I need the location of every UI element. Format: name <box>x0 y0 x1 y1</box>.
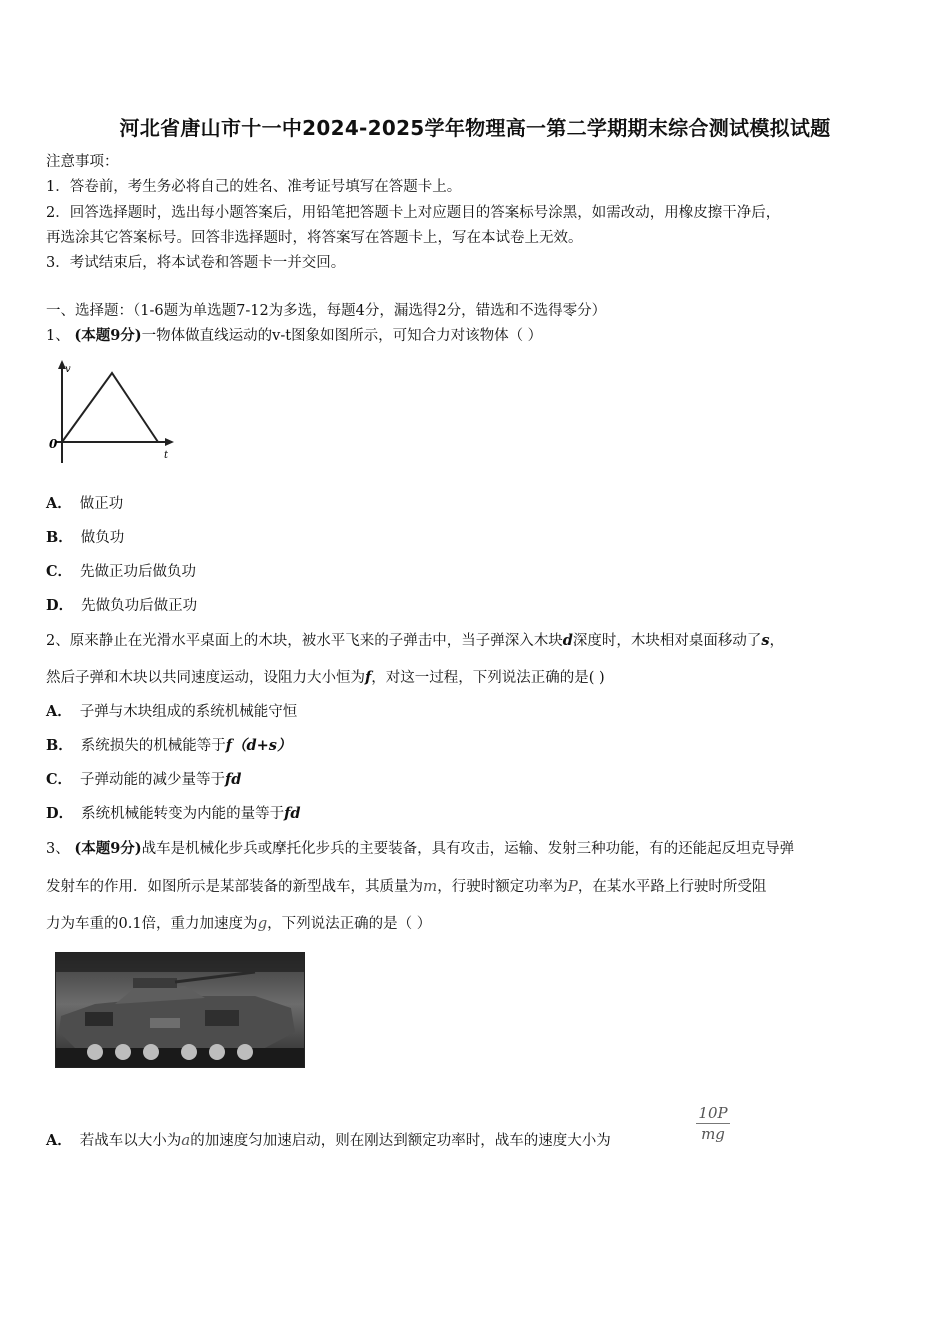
fraction-numerator: 10P <box>696 1104 730 1124</box>
q3-option-a: A． 若战车以大小为a的加速度匀加速启动，则在刚达到额定功率时，战车的速度大小为 <box>46 1131 611 1149</box>
vt-graph <box>46 358 186 468</box>
page-title: 河北省唐山市十一中2024-2025学年物理高一第二学期期末综合测试模拟试题 <box>119 116 831 140</box>
q2-option-d: D． 系统机械能转变为内能的量等于fd <box>46 805 301 822</box>
speed-fraction <box>696 1104 730 1143</box>
q1-option-b: B． 做负功 <box>46 529 125 546</box>
question-3-line-3: 力为车重的0.1倍，重力加速度为g，下列说法正确的是（ ） <box>46 914 432 932</box>
note-1: 1．答卷前，考生务必将自己的姓名、准考证号填写在答题卡上。 <box>46 179 462 195</box>
q1-number: 1、 <box>46 328 70 344</box>
notes-header: 注意事项： <box>46 154 119 170</box>
q2-option-b: B． 系统损失的机械能等于f（d+s） <box>46 737 292 754</box>
question-3-line-2: 发射车的作用．如图所示是某部装备的新型战车，其质量为m，行驶时额定功率为P，在某水平路上行驶时所受阻 <box>46 877 767 895</box>
combat-vehicle-photo <box>55 952 305 1068</box>
note-2b: 再选涂其它答案标号。回答非选择题时，将答案写在答题卡上，写在本试卷上无效。 <box>46 230 583 246</box>
t-axis-label: t <box>164 450 169 461</box>
origin-label: 0 <box>49 437 58 451</box>
q1-option-c: C． 先做正功后做负功 <box>46 563 197 580</box>
velocity-curve <box>62 373 158 442</box>
q1-option-d: D． 先做负功后做正功 <box>46 597 198 614</box>
question-3-line-1: 3、 (本题9分)战车是机械化步兵或摩托化步兵的主要装备，具有攻击，运输、发射三种功能，有的还能起反坦克导弹 <box>46 840 795 857</box>
q1-option-a: A． 做正功 <box>46 495 124 512</box>
note-2a: 2．回答选择题时，选出每小题答案后，用铅笔把答题卡上对应题目的答案标号涂黑，如需改动，用橡皮擦干净后， <box>46 205 781 221</box>
q1-score: (本题9分) <box>74 327 142 344</box>
question-2-line-1: 2、原来静止在光滑水平桌面上的木块，被水平飞来的子弹击中，当子弹深入木块d深度时，木块相对桌面移动了s， <box>46 632 785 649</box>
note-3: 3．考试结束后，将本试卷和答题卡一并交回。 <box>46 255 346 271</box>
section-heading: 一、选择题：（1-6题为单选题7-12为多选，每题4分，漏选得2分，错选和不选得零分） <box>46 303 607 319</box>
v-axis-label: v <box>65 364 71 375</box>
t-axis-arrow <box>165 438 174 446</box>
q2-option-c: C． 子弹动能的减少量等于fd <box>46 771 242 788</box>
q2-option-a: A． 子弹与木块组成的系统机械能守恒 <box>46 703 298 720</box>
q1-text: 一物体做直线运动的v-t图象如图所示，可知合力对该物体（ ） <box>141 328 543 344</box>
fraction-denominator: mg <box>701 1125 725 1143</box>
question-1 <box>46 326 542 346</box>
question-2-line-2: 然后子弹和木块以共同速度运动，设阻力大小恒为f，对这一过程，下列说法正确的是( ) <box>46 669 605 686</box>
